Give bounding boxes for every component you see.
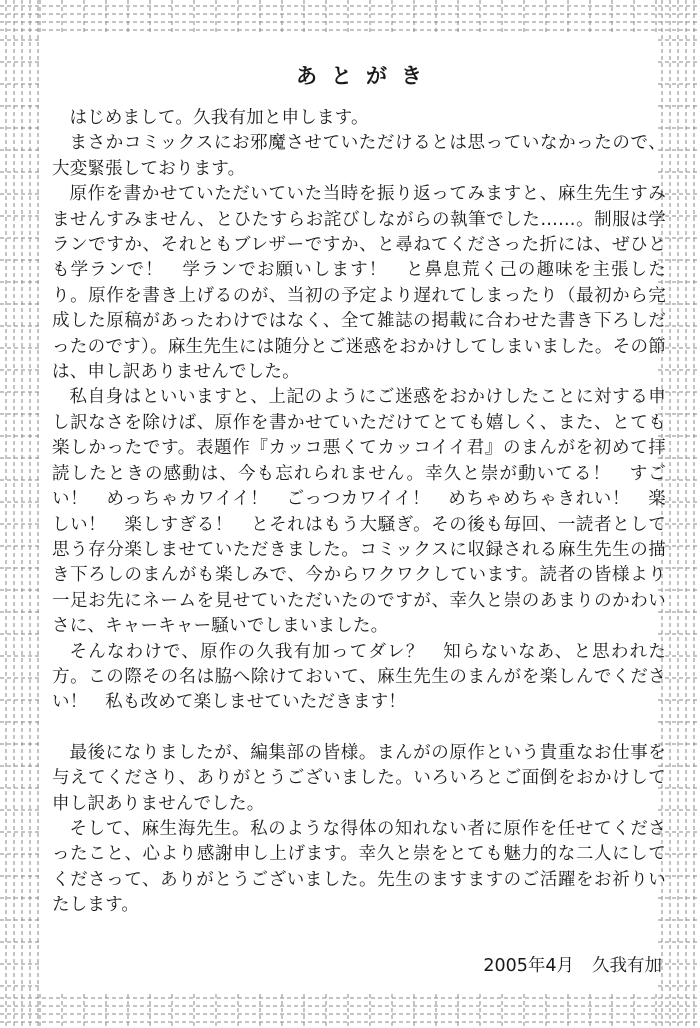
paragraph-greeting: はじめまして。久我有加と申します。 xyxy=(69,108,369,128)
afterword-page xyxy=(52,60,666,1000)
page-title: あとがき xyxy=(296,64,436,88)
paragraph-thanks-artist: そして、麻生海先生。私のような得体の知れない者に原作を任せてくださったこと、心より感謝申し上げます。幸久と崇をとても魅力的な二人にしてくださって、ありがとうございました。先生のますますのご活躍をお祈りいたします。 xyxy=(52,818,666,916)
signature-author: 久我有加 xyxy=(592,956,662,976)
paragraph-thanks-editors: 最後になりましたが、編集部の皆様。まんがの原作という貴重なお仕事を与えてくださり、ありがとうございました。いろいろとご面倒をおかけして申し訳ありませんでした。 xyxy=(52,742,666,814)
paragraph-nervous: まさかコミックスにお邪魔させていただけるとは思っていなかったので、大変緊張しております。 xyxy=(52,133,666,179)
afterword-body xyxy=(52,106,666,919)
paragraph-writing-memories: 原作を書かせていただいていた当時を振り返ってみますと、麻生先生すみませんすみません、とひたすらお詫びしながらの執筆でした……。制服は学ランですか、それともブレザーですか、と尋ねてくださった折には、ぜひとも学ランで！ 学ランでお願いします！ と鼻息荒く己の趣味を主張したり。原作を書き上げるのが、当初の予定より遅れてしまったり（最初から完成した原稿があったわけではなく、全て雑誌の掲載に合わせた書き下ろしだったのです）。麻生先生には随分とご迷惑をおかけしてしまいました。その節は、申し訳ありませんでした。 xyxy=(52,184,666,383)
paragraph-who-is-author: そんなわけで、原作の久我有加ってダレ？ 知らないなあ、と思われた方。この際その名は脇へ除けておいて、麻生先生のまんがを楽しんでください！ 私も改めて楽しませていただきます！ xyxy=(52,641,666,713)
signature-date: 2005年4月 xyxy=(483,956,574,976)
signature xyxy=(483,954,662,979)
paragraph-spacer xyxy=(52,716,666,741)
paragraph-enjoyment: 私自身はといいますと、上記のようにご迷惑をおかけしたことに対する申し訳なさを除けば、原作を書かせていただけてとても嬉しく、また、とても楽しかったです。表題作『カッコ悪くてカッコイイ君』のまんがを初めて拝読したときの感動は、今も忘れられません。幸久と崇が動いてる！ すごい！ めっちゃカワイイ！ ごっつカワイイ！ めちゃめちゃきれい！ 楽しい！ 楽しすぎる！ とそれはもう大騒ぎ。その後も毎回、一読者として思う存分楽しませていただきました。コミックスに収録される麻生先生の描き下ろしのまんがも楽しみで、今からワクワクしています。読者の皆様より一足お先にネームを見せていただいたのですが、幸久と崇のあまりのかわいさに、キャーキャー騒いでしまいました。 xyxy=(52,387,666,637)
